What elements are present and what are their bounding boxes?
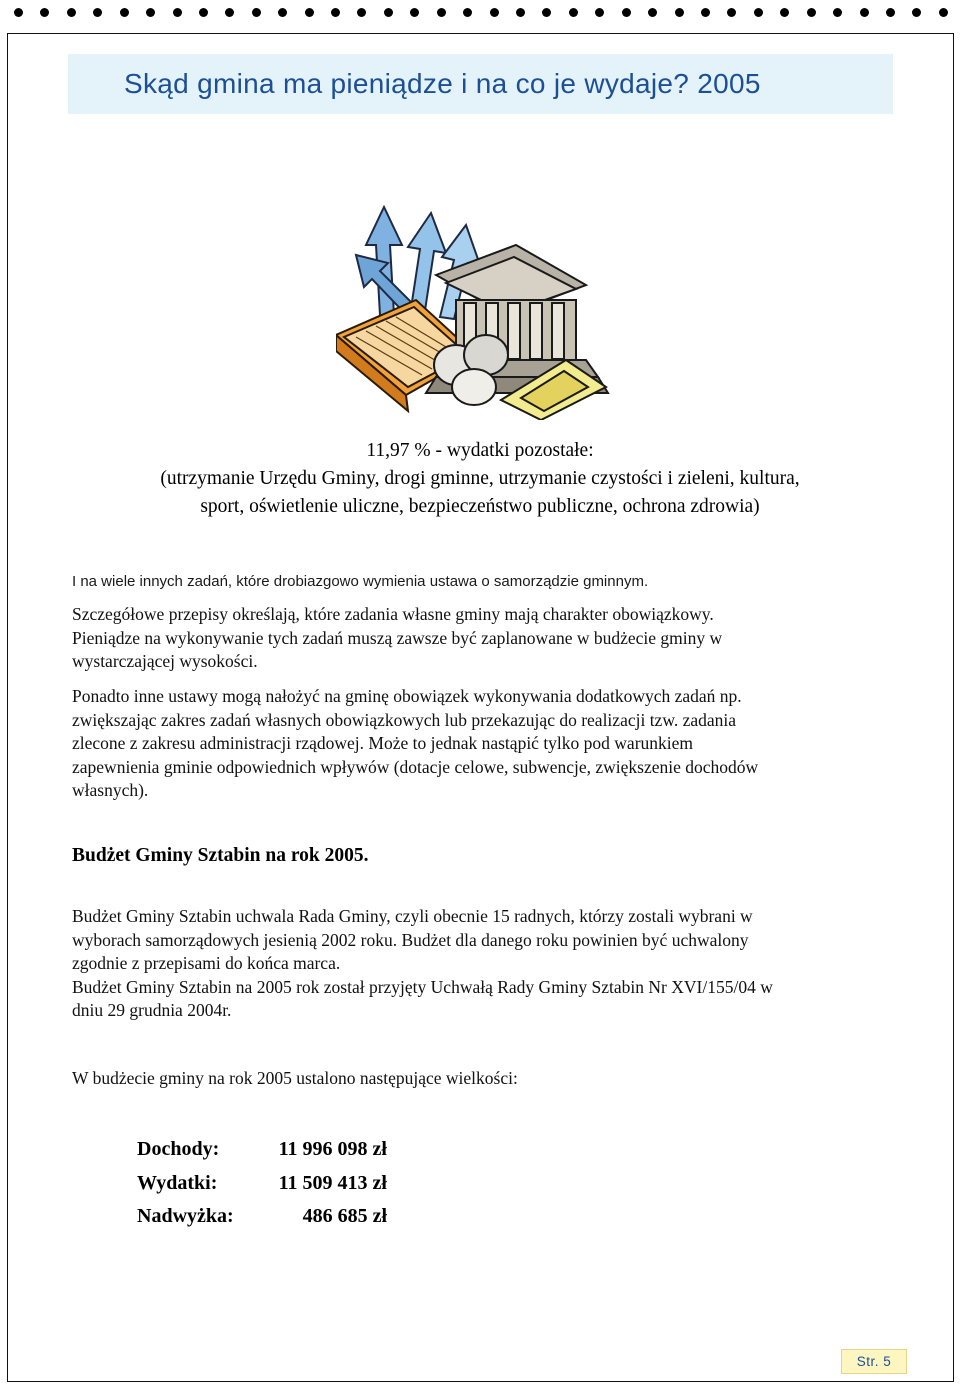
budget-heading: Budżet Gminy Sztabin na rok 2005.	[72, 845, 369, 866]
figure-value: 11 996 098 zł	[278, 1138, 387, 1161]
figure-value: 11 509 413 zł	[278, 1171, 387, 1194]
budget-paragraph: Budżet Gminy Sztabin uchwala Rada Gminy, czyli obecnie 15 radnych, którzy zostali wybrani w wyborach samorządowych jesienią 2002 roku. Budżet dla danego roku powinien być uchwalony zgodnie z przepisami do końca marca. Budżet Gminy Sztabin na 2005 rok został przyjęty Uchwałą Rady Gminy Sztabin Nr XVI/155/04 w dniu 29 grudnia 2004r.	[72, 906, 773, 1020]
figure-row	[137, 1133, 387, 1167]
other-laws-paragraph: Ponadto inne ustawy mogą nałożyć na gminę obowiązek wykonywania dodatkowych zadań np. zwiększając zakres zadań własnych obowiązkowych lub przekazując do realizacji tzw. zadania zlecone z zakresu administracji rządowej. Może to jednak nastąpić tylko pod warunkiem zapewnienia gminie odpowiednich wpływów (dotacje celowe, subwencje, zwiększenie dochodów własnych).	[72, 686, 759, 800]
summary-percent: 11,97 % - wydatki pozostałe:	[366, 440, 594, 461]
intro-sentence: I na wiele innych zadań, które drobiazgowo wymienia ustawa o samorządzie gminnym.	[72, 573, 649, 590]
budget-figures	[137, 1133, 387, 1234]
figure-row	[137, 1167, 387, 1201]
tasks-paragraph: Szczegółowe przepisy określają, które zadania własne gminy mają charakter obowiązkowy. Pieniądze na wykonywanie tych zadań muszą zawsze być zaplanowane w budżecie gminy w wystarczającej wysokości.	[72, 604, 723, 671]
summary-detail: (utrzymanie Urzędu Gminy, drogi gminne, utrzymanie czystości i zieleni, kultura,	[160, 468, 800, 489]
government-building-money-clipart	[336, 205, 611, 420]
summary-block	[70, 437, 890, 521]
summary-detail: sport, oświetlenie uliczne, bezpieczeństwo publiczne, ochrona zdrowia)	[200, 496, 760, 517]
page-number: Str. 5	[841, 1349, 907, 1374]
figure-row	[137, 1200, 387, 1234]
figure-label: Nadwyżka:	[137, 1205, 234, 1228]
figure-label: Dochody:	[137, 1138, 220, 1161]
page-title: Skąd gmina ma pieniądze i na co je wydaje? 2005	[124, 68, 761, 99]
title-banner	[68, 54, 893, 114]
values-intro: W budżecie gminy na rok 2005 ustalono następujące wielkości:	[72, 1068, 518, 1088]
decorative-dot-border	[0, 8, 960, 30]
figure-label: Wydatki:	[137, 1171, 218, 1194]
figure-value: 486 685 zł	[302, 1205, 387, 1228]
